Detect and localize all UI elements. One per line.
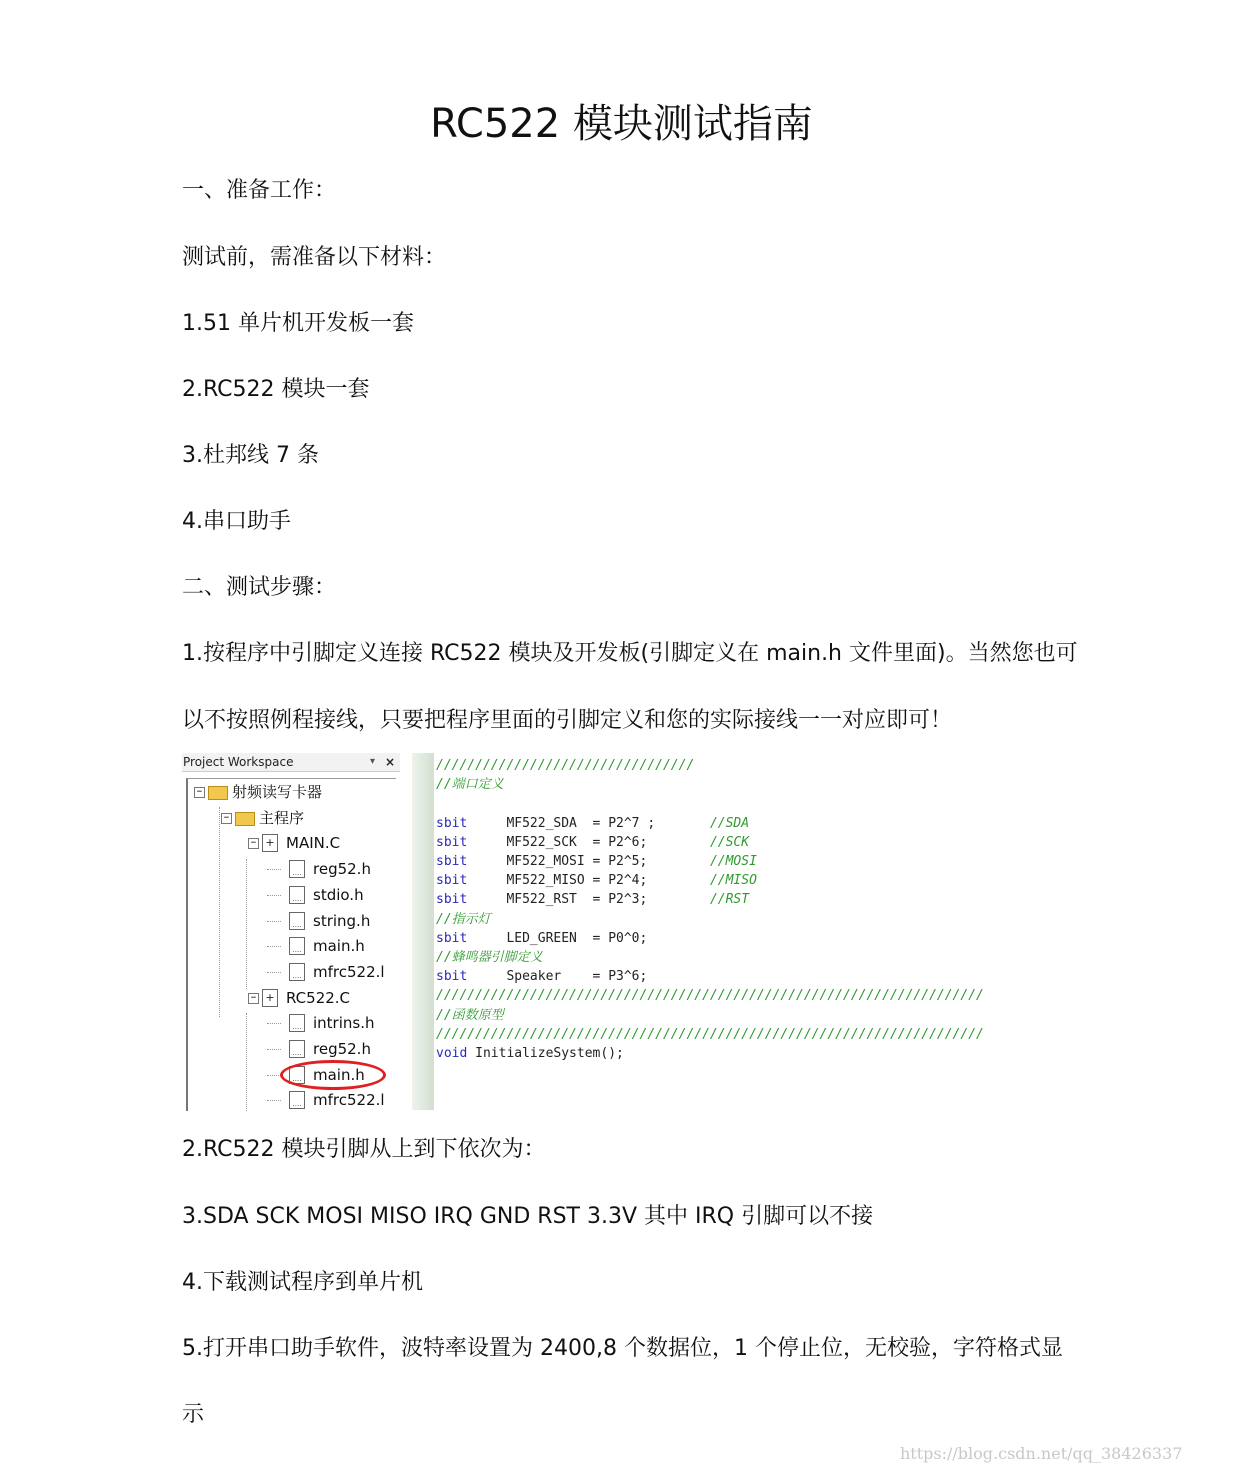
tree-item-label: 射频读写卡器 [232, 783, 323, 801]
tree-guide-line [246, 859, 247, 989]
code-line [436, 948, 543, 967]
code-comment: //SCK [709, 834, 750, 850]
collapse-toggle-icon[interactable]: − [248, 838, 259, 849]
code-statement: MF522_MOSI = P2^5; [467, 854, 710, 869]
code-keyword: sbit [436, 969, 468, 985]
paragraph-materials-intro: 测试前，需准备以下材料： [182, 245, 447, 270]
tree-item-label: mfrc522.l [313, 1091, 385, 1110]
ide-screenshot [182, 753, 1064, 1110]
code-comment: ////////////////////////////////////////////////////////////////////// [436, 988, 984, 1004]
tree-item-label: RC522.C [286, 988, 351, 1007]
collapse-toggle-icon[interactable]: − [248, 993, 259, 1004]
c-file-icon: + [262, 834, 278, 852]
tree-item[interactable] [188, 1089, 396, 1111]
code-keyword: sbit [436, 873, 468, 889]
close-icon[interactable]: × [385, 755, 396, 769]
material-item: 2.RC522 模块一套 [182, 377, 370, 402]
tree-connector [267, 1049, 281, 1050]
code-keyword: sbit [436, 815, 468, 831]
code-line [436, 852, 757, 871]
code-statement: MF522_SCK = P2^6; [467, 834, 710, 850]
code-comment: //MISO [709, 873, 757, 889]
code-line [436, 775, 504, 794]
tree-connector [267, 972, 281, 973]
header-file-icon: .... [289, 912, 305, 930]
code-statement: Speaker = P3^6; [467, 969, 648, 985]
tree-item-label: reg52.h [313, 860, 371, 879]
tree-item-label: MAIN.C [286, 834, 341, 853]
material-item: 1.51 单片机开发板一套 [182, 311, 414, 336]
collapse-toggle-icon[interactable]: − [221, 813, 232, 824]
panel-splitter[interactable] [400, 753, 434, 1110]
tree-item-label: intrins.h [313, 1014, 375, 1033]
document-title: RC522 模块测试指南 [430, 101, 813, 147]
header-file-icon: .... [289, 886, 305, 904]
code-statement: InitializeSystem(); [467, 1046, 624, 1061]
code-editor[interactable] [434, 753, 1064, 1110]
workspace-header [182, 753, 400, 772]
header-file-icon: .... [289, 1040, 305, 1058]
material-item: 3.杜邦线 7 条 [182, 443, 319, 468]
code-keyword: void [436, 1046, 468, 1061]
code-line [436, 929, 647, 948]
step-paragraph: 3.SDA SCK MOSI MISO IRQ GND RST 3.3V 其中 IRQ 引脚可以不接 [182, 1204, 874, 1229]
tree-guide-line [219, 807, 220, 1017]
tree-connector [267, 1023, 281, 1024]
project-tree [186, 778, 396, 1111]
project-icon [208, 786, 228, 800]
code-line [436, 1006, 504, 1025]
watermark: https://blog.csdn.net/qq_38426337 [900, 1444, 1183, 1463]
tree-item-label: stdio.h [313, 885, 364, 904]
step-paragraph: 以不按照例程接线，只要把程序里面的引脚定义和您的实际接线一一对应即可！ [182, 708, 953, 733]
tree-item[interactable] [188, 1038, 396, 1064]
tree-item-label: reg52.h [313, 1040, 371, 1058]
code-comment: //指示灯 [436, 911, 491, 927]
code-comment: ////////////////////////////////////////////////////////////////////// [436, 1026, 984, 1042]
code-statement: MF522_RST = P2^3; [467, 892, 710, 908]
tree-item-label: 主程序 [259, 808, 305, 827]
code-keyword: sbit [436, 834, 468, 850]
tree-connector [267, 946, 281, 947]
header-file-icon: .... [289, 1091, 305, 1109]
code-comment: //MOSI [709, 854, 757, 869]
material-item: 4.串口助手 [182, 509, 291, 534]
tree-guide-line [246, 1013, 247, 1111]
header-file-icon: .... [289, 1066, 305, 1084]
pin-icon[interactable]: ▾ [370, 756, 376, 767]
code-comment: //SDA [709, 815, 750, 831]
workspace-title: Project Workspace [183, 755, 294, 769]
code-line [436, 890, 749, 909]
tree-connector [267, 1075, 281, 1076]
code-keyword: sbit [436, 930, 468, 946]
tree-connector [267, 869, 281, 870]
code-keyword: sbit [436, 854, 468, 869]
code-statement: MF522_MISO = P2^4; [467, 873, 710, 889]
step-paragraph: 5.打开串口助手软件，波特率设置为 2400,8 个数据位，1 个停止位，无校验，字符格式显 [182, 1336, 1063, 1361]
step-paragraph: 1.按程序中引脚定义连接 RC522 模块及开发板(引脚定义在 main.h 文件里面)。当然您也可 [182, 641, 1078, 666]
highlight-circle [280, 1060, 386, 1090]
tree-item-label: mfrc522.l [313, 962, 385, 981]
section-heading-preparation: 一、准备工作： [182, 178, 337, 203]
code-line [436, 814, 749, 833]
code-line [436, 833, 749, 852]
header-file-icon: .... [289, 860, 305, 878]
code-line [436, 756, 694, 775]
folder-icon [235, 812, 255, 826]
tree-item-label: main.h [313, 1065, 365, 1084]
section-heading-steps: 二、测试步骤： [182, 575, 337, 600]
code-line [436, 986, 984, 1005]
tree-item[interactable] [188, 781, 396, 807]
code-line [436, 967, 647, 986]
code-comment: //蜂鸣器引脚定义 [436, 950, 543, 965]
header-file-icon: .... [289, 1014, 305, 1032]
code-comment: //函数原型 [436, 1007, 504, 1023]
code-comment: ///////////////////////////////// [436, 758, 695, 773]
code-statement: LED_GREEN = P0^0; [467, 930, 648, 946]
code-comment: //RST [709, 892, 750, 908]
code-line [436, 1044, 624, 1063]
code-comment: //端口定义 [436, 777, 504, 793]
tree-item-label: main.h [313, 937, 365, 956]
step-paragraph: 2.RC522 模块引脚从上到下依次为： [182, 1137, 546, 1162]
collapse-toggle-icon[interactable]: − [194, 787, 205, 798]
code-line [436, 871, 757, 890]
step-paragraph: 4.下载测试程序到单片机 [182, 1270, 423, 1295]
step-paragraph: 示 [182, 1402, 205, 1427]
tree-connector [267, 921, 281, 922]
code-line [436, 1025, 984, 1044]
tree-item-label: string.h [313, 911, 371, 930]
code-keyword: sbit [436, 892, 468, 908]
code-statement: MF522_SDA = P2^7 ; [467, 815, 710, 831]
tree-connector [267, 1100, 281, 1101]
tree-connector [267, 895, 281, 896]
header-file-icon: .... [289, 963, 305, 981]
header-file-icon: .... [289, 937, 305, 955]
project-workspace-panel [182, 753, 401, 1110]
code-line [436, 910, 491, 929]
c-file-icon: + [262, 989, 278, 1007]
